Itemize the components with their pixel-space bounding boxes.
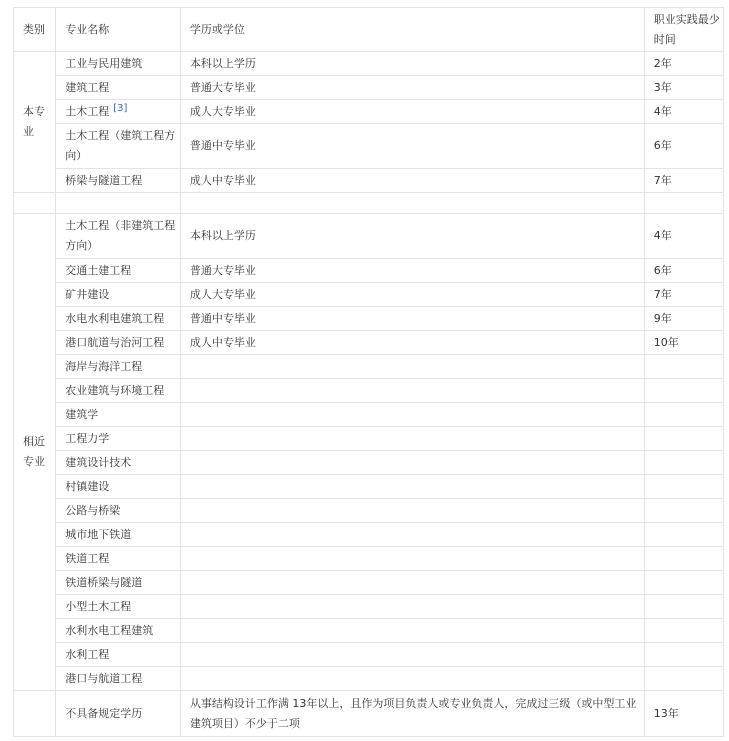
years-cell: [644, 643, 723, 667]
table-row: [14, 619, 724, 643]
major-cell: 建筑设计技术: [56, 451, 181, 475]
table-row: [14, 523, 724, 547]
years-cell: [644, 451, 723, 475]
education-cell: [180, 499, 644, 523]
major-cell: 铁道桥梁与隧道: [56, 571, 181, 595]
major-cell: 水电水利电建筑工程: [56, 307, 181, 331]
major-cell: 小型土木工程: [56, 595, 181, 619]
major-cell: 矿井建设: [56, 283, 181, 307]
table-row: [14, 355, 724, 379]
major-cell: 建筑学: [56, 403, 181, 427]
major-text: 土木工程: [65, 104, 110, 118]
education-cell: 成人中专毕业: [180, 169, 644, 193]
table-row: [14, 451, 724, 475]
years-cell: 9年: [644, 307, 723, 331]
table-row: [14, 379, 724, 403]
years-cell: 7年: [644, 169, 723, 193]
header-category: 类别: [14, 8, 56, 52]
major-cell: 不具备规定学历: [56, 691, 181, 737]
years-cell: [644, 427, 723, 451]
education-cell: [180, 619, 644, 643]
header-education: 学历或学位: [180, 8, 644, 52]
header-years: 职业实践最少时间: [644, 8, 723, 52]
years-cell: [644, 523, 723, 547]
education-cell: 普通大专毕业: [180, 76, 644, 100]
education-cell: [180, 355, 644, 379]
education-cell: [180, 451, 644, 475]
education-cell: [180, 379, 644, 403]
years-cell: 6年: [644, 259, 723, 283]
education-cell: [180, 547, 644, 571]
category-cell-related: 相近专业: [14, 214, 56, 691]
header-major: 专业名称: [56, 8, 181, 52]
major-cell: 港口与航道工程: [56, 667, 181, 691]
years-cell: [644, 403, 723, 427]
years-cell: [644, 667, 723, 691]
major-cell: 建筑工程: [56, 76, 181, 100]
major-cell: 铁道工程: [56, 547, 181, 571]
table-row: [14, 100, 724, 124]
empty-cell: [14, 193, 56, 214]
table-row: [14, 547, 724, 571]
table-row: [14, 499, 724, 523]
empty-cell: [56, 193, 181, 214]
major-cell: 农业建筑与环境工程: [56, 379, 181, 403]
education-cell: [180, 403, 644, 427]
major-cell: 公路与桥梁: [56, 499, 181, 523]
table-row: [14, 595, 724, 619]
major-cell: 桥梁与隧道工程: [56, 169, 181, 193]
years-cell: [644, 595, 723, 619]
education-cell: [180, 427, 644, 451]
major-cell: 水利水电工程建筑: [56, 619, 181, 643]
separator-row: [14, 193, 724, 214]
education-cell: [180, 595, 644, 619]
major-cell: 海岸与海洋工程: [56, 355, 181, 379]
education-cell: 普通大专毕业: [180, 259, 644, 283]
years-cell: 7年: [644, 283, 723, 307]
empty-cell: [644, 193, 723, 214]
years-cell: 3年: [644, 76, 723, 100]
years-cell: 13年: [644, 691, 723, 737]
table-row: [14, 52, 724, 76]
years-cell: 2年: [644, 52, 723, 76]
major-cell: 村镇建设: [56, 475, 181, 499]
years-cell: [644, 571, 723, 595]
years-cell: [644, 355, 723, 379]
qualification-table: [13, 7, 724, 737]
education-cell: [180, 475, 644, 499]
education-cell: 普通中专毕业: [180, 307, 644, 331]
education-cell: 成人大专毕业: [180, 283, 644, 307]
major-cell: 工业与民用建筑: [56, 52, 181, 76]
education-cell: 本科以上学历: [180, 52, 644, 76]
major-cell: 土木工程（建筑工程方向）: [56, 124, 181, 169]
years-cell: [644, 499, 723, 523]
table-row: [14, 169, 724, 193]
education-cell: [180, 667, 644, 691]
education-cell: 成人中专毕业: [180, 331, 644, 355]
years-cell: [644, 475, 723, 499]
major-cell: 水利工程: [56, 643, 181, 667]
table-row: [14, 331, 724, 355]
table-row: [14, 403, 724, 427]
education-cell: [180, 571, 644, 595]
table-row: [14, 475, 724, 499]
empty-cell: [180, 193, 644, 214]
table-row: [14, 76, 724, 100]
major-cell: 工程力学: [56, 427, 181, 451]
table-row: [14, 427, 724, 451]
education-cell: [180, 643, 644, 667]
major-cell: 土木工程（非建筑工程方向）: [56, 214, 181, 259]
education-cell: 成人大专毕业: [180, 100, 644, 124]
education-cell: 本科以上学历: [180, 214, 644, 259]
major-cell: 港口航道与治河工程: [56, 331, 181, 355]
table-row: [14, 643, 724, 667]
years-cell: 4年: [644, 100, 723, 124]
table-row: [14, 307, 724, 331]
education-cell: [180, 523, 644, 547]
table-row: [14, 259, 724, 283]
category-cell-major: 本专业: [14, 52, 56, 193]
years-cell: 6年: [644, 124, 723, 169]
table-row: [14, 691, 724, 737]
header-row: [14, 8, 724, 52]
years-cell: [644, 547, 723, 571]
table-row: [14, 124, 724, 169]
citation-link[interactable]: [3]: [113, 102, 128, 114]
table-row: [14, 667, 724, 691]
table-row: [14, 571, 724, 595]
table-row: [14, 283, 724, 307]
years-cell: [644, 619, 723, 643]
years-cell: 4年: [644, 214, 723, 259]
major-cell: 交通土建工程: [56, 259, 181, 283]
major-cell: 城市地下铁道: [56, 523, 181, 547]
category-cell-empty: [14, 691, 56, 737]
education-cell: 从事结构设计工作满 13年以上，且作为项目负责人或专业负责人，完成过三级（或中型工业建筑项目）不少于二项: [180, 691, 644, 737]
table-row: [14, 214, 724, 259]
education-cell: 普通中专毕业: [180, 124, 644, 169]
years-cell: 10年: [644, 331, 723, 355]
major-cell: [56, 100, 181, 124]
years-cell: [644, 379, 723, 403]
